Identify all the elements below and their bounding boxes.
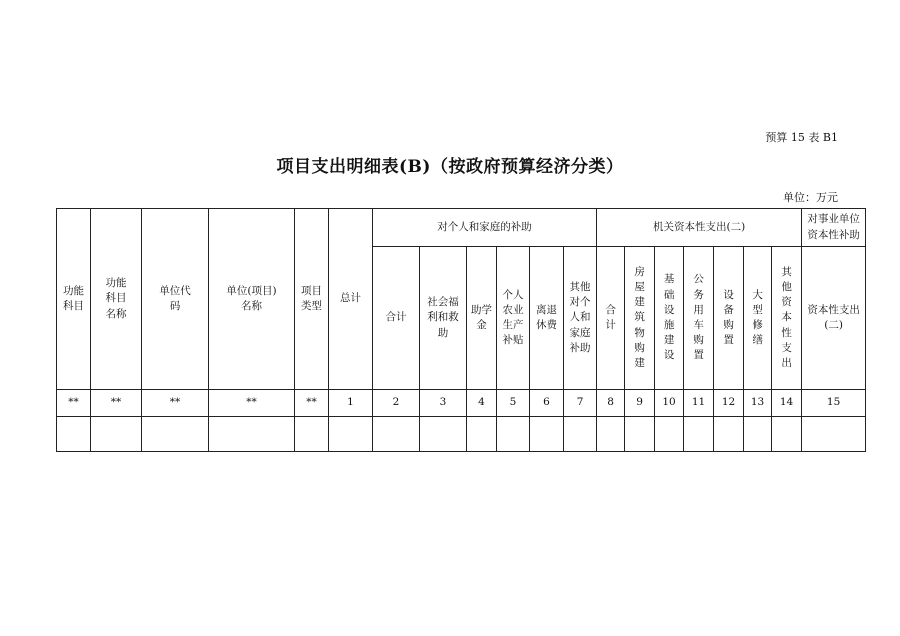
data-cell <box>684 417 714 452</box>
data-cell <box>209 417 295 452</box>
header-c-subtotal: 合 计 <box>597 247 625 390</box>
data-cell <box>373 417 420 452</box>
form-code: 预算 15 表 B1 <box>765 131 838 144</box>
header-func-subject: 功能 科目 <box>57 209 91 390</box>
index-cell: ** <box>91 390 142 417</box>
data-cell <box>91 417 142 452</box>
data-cell <box>655 417 684 452</box>
header-p-welfare: 社会福 利和救 助 <box>420 247 467 390</box>
header-project-type: 项目 类型 <box>295 209 329 390</box>
header-p-agri: 个人 农业 生产 补贴 <box>497 247 530 390</box>
index-cell: ** <box>295 390 329 417</box>
header-c-vehicle: 公 务 用 车 购 置 <box>684 247 714 390</box>
index-row <box>57 390 866 417</box>
index-cell: 1 <box>329 390 373 417</box>
index-cell: ** <box>209 390 295 417</box>
data-cell <box>772 417 802 452</box>
index-cell: 10 <box>655 390 684 417</box>
data-cell <box>295 417 329 452</box>
data-cell <box>329 417 373 452</box>
index-cell: 8 <box>597 390 625 417</box>
data-cell <box>530 417 564 452</box>
header-unit-code: 单位代 码 <box>142 209 209 390</box>
index-cell: 11 <box>684 390 714 417</box>
data-cell <box>597 417 625 452</box>
index-cell: ** <box>142 390 209 417</box>
data-cell <box>564 417 597 452</box>
header-pi-capital: 资本性支出 (二) <box>802 247 866 390</box>
header-group-personal: 对个人和家庭的补助 <box>373 209 597 247</box>
header-group-public-inst: 对事业单位 资本性补助 <box>802 209 866 247</box>
header-c-infra: 基 础 设 施 建 设 <box>655 247 684 390</box>
index-cell: 7 <box>564 390 597 417</box>
header-c-other: 其 他 资 本 性 支 出 <box>772 247 802 390</box>
header-p-subtotal: 合计 <box>373 247 420 390</box>
header-c-equipment: 设 备 购 置 <box>714 247 744 390</box>
index-cell: 4 <box>467 390 497 417</box>
index-cell: 14 <box>772 390 802 417</box>
data-cell <box>57 417 91 452</box>
data-cell <box>802 417 866 452</box>
data-cell <box>467 417 497 452</box>
header-p-retire: 离退 休费 <box>530 247 564 390</box>
header-group-capital: 机关资本性支出(二) <box>597 209 802 247</box>
data-cell <box>420 417 467 452</box>
data-cell <box>744 417 772 452</box>
data-cell <box>497 417 530 452</box>
index-cell: 5 <box>497 390 530 417</box>
header-total: 总计 <box>329 209 373 390</box>
index-cell: 6 <box>530 390 564 417</box>
data-cell <box>714 417 744 452</box>
unit-label: 单位：万元 <box>783 191 838 204</box>
budget-table <box>56 208 866 452</box>
empty-data-row <box>57 417 866 452</box>
header-c-building: 房 屋 建 筑 物 购 建 <box>625 247 655 390</box>
page-title: 项目支出明细表(B)（按政府预算经济分类） <box>276 157 624 177</box>
header-func-subject-name: 功能 科目 名称 <box>91 209 142 390</box>
index-cell: 15 <box>802 390 866 417</box>
header-p-grants: 助学 金 <box>467 247 497 390</box>
data-cell <box>625 417 655 452</box>
header-unit-project-name: 单位(项目) 名称 <box>209 209 295 390</box>
data-cell <box>142 417 209 452</box>
index-cell: 12 <box>714 390 744 417</box>
index-cell: 2 <box>373 390 420 417</box>
header-p-other: 其他 对个 人和 家庭 补助 <box>564 247 597 390</box>
index-cell: 9 <box>625 390 655 417</box>
index-cell: ** <box>57 390 91 417</box>
header-c-repair: 大 型 修 缮 <box>744 247 772 390</box>
index-cell: 3 <box>420 390 467 417</box>
index-cell: 13 <box>744 390 772 417</box>
header-row-groups <box>57 209 866 247</box>
